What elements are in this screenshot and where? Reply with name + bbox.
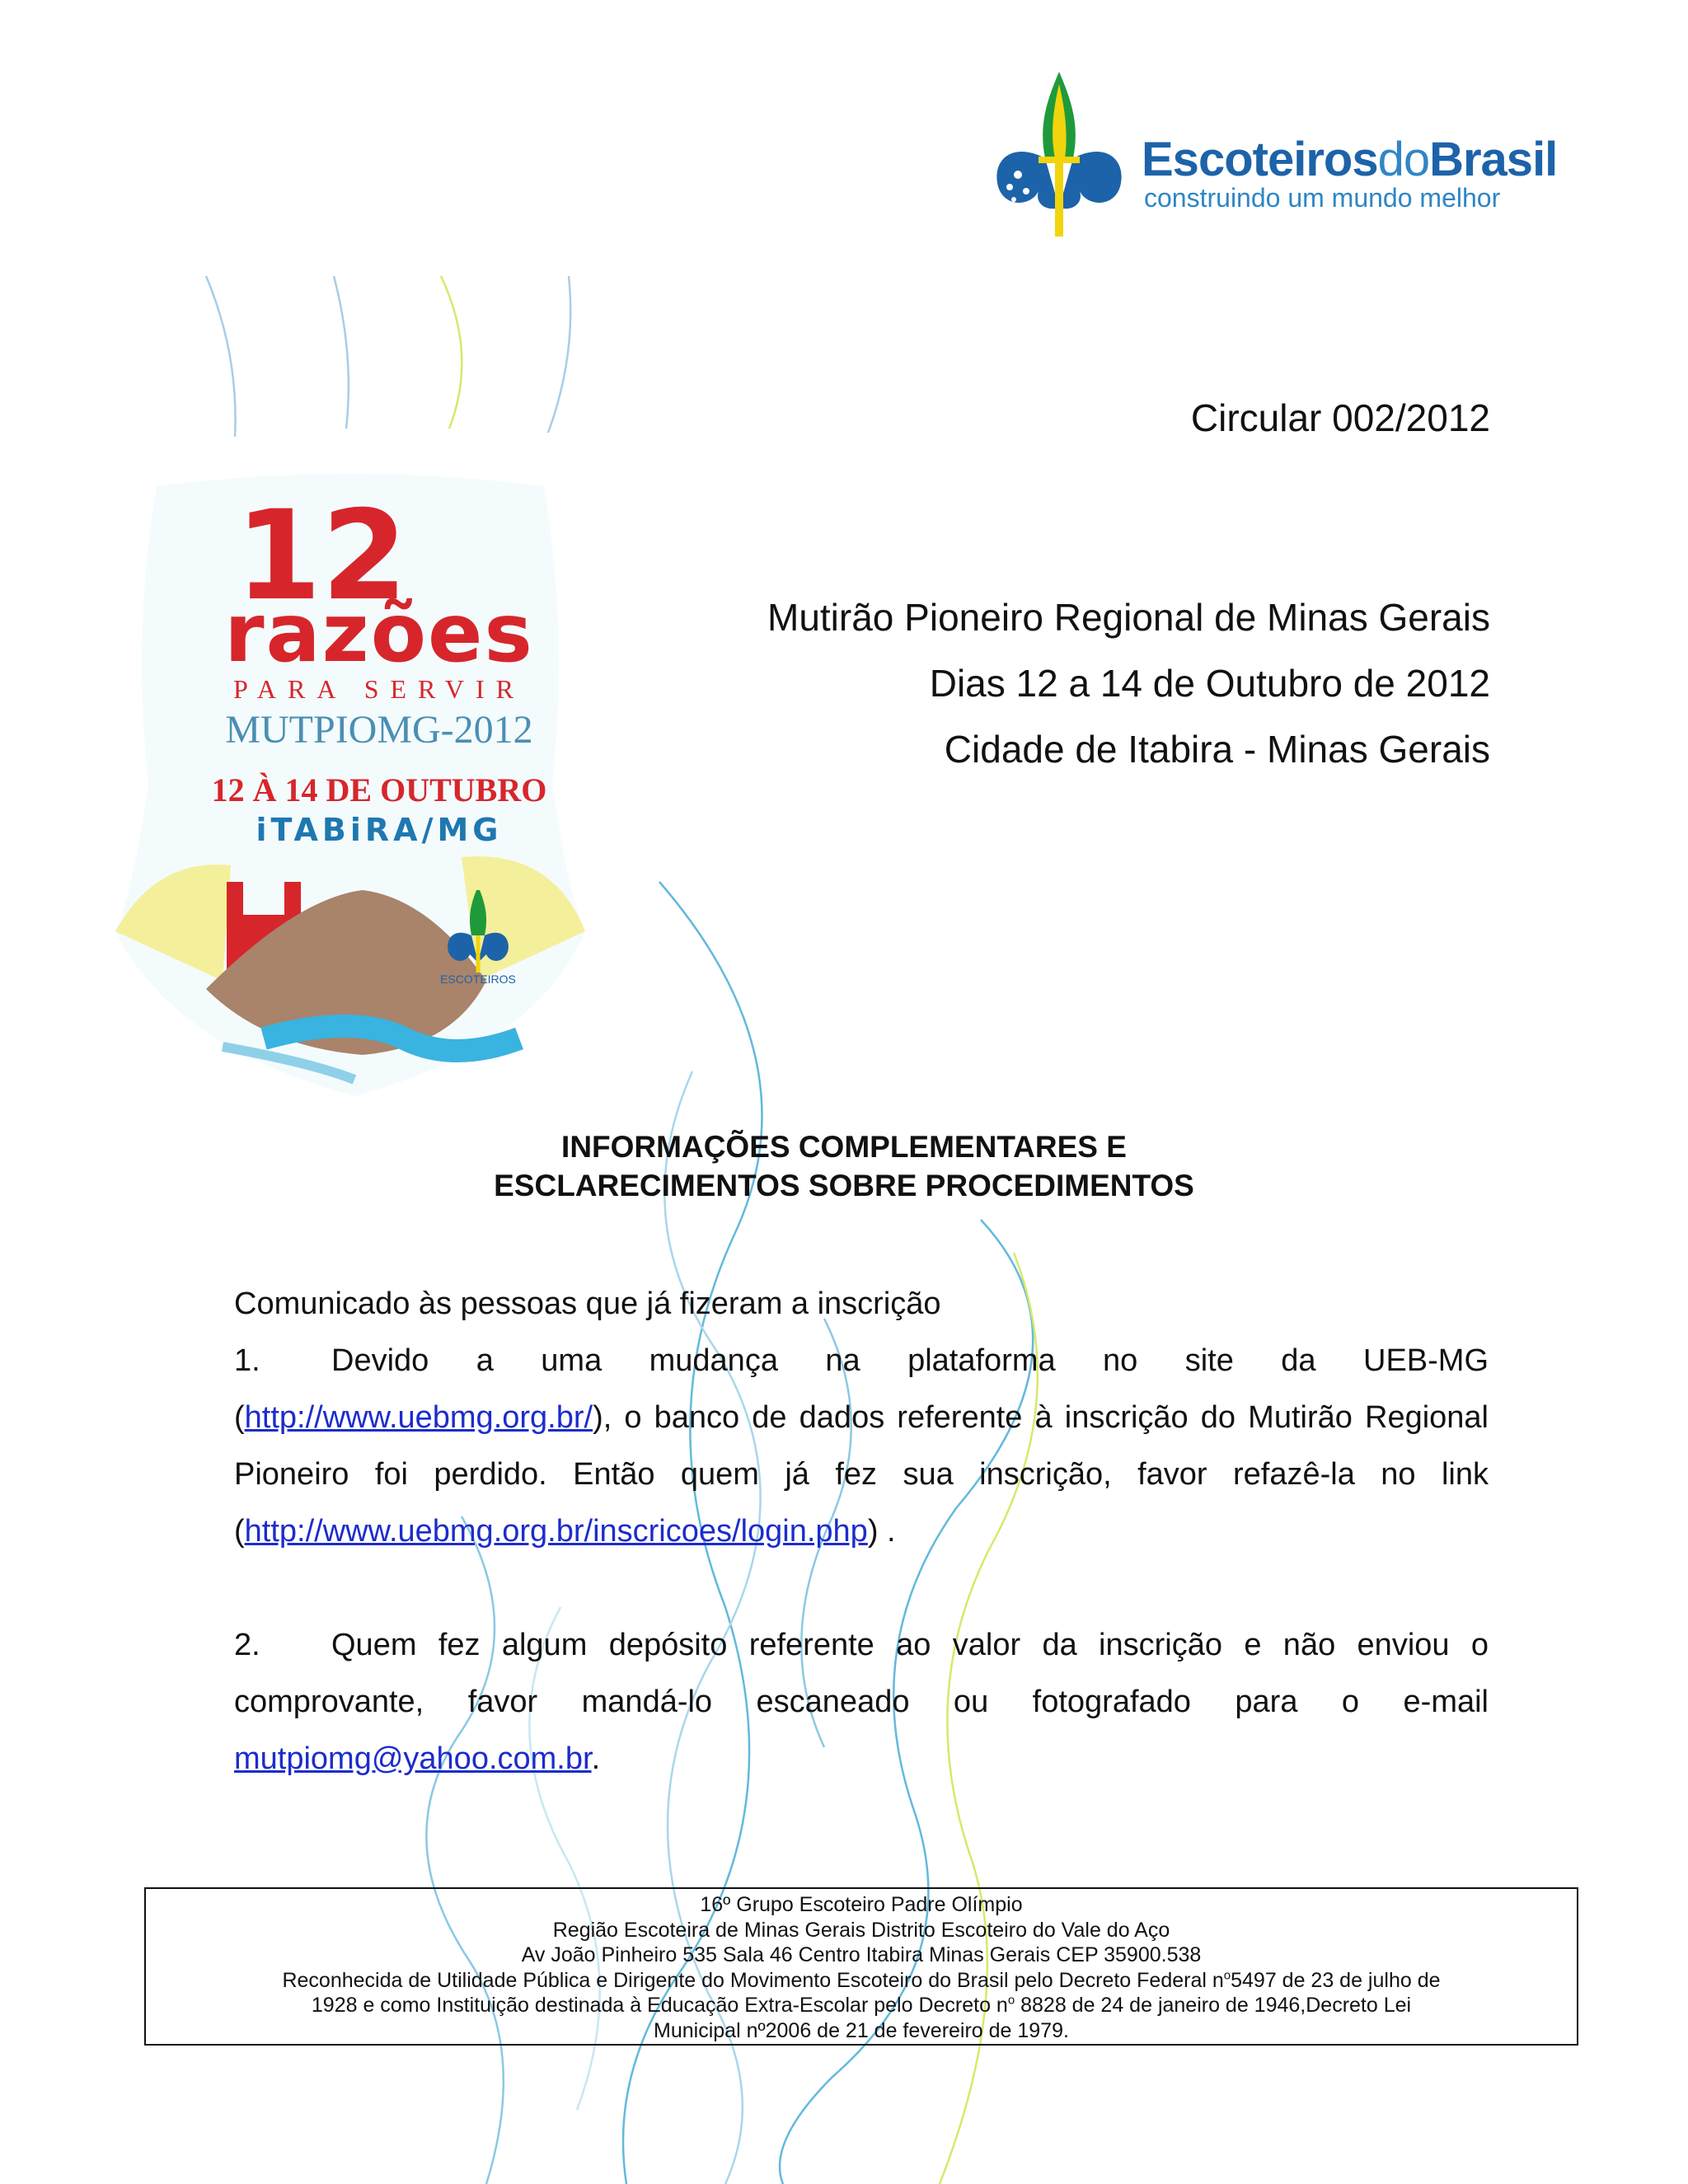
- item-1-number: 1.: [234, 1343, 260, 1378]
- scout-fleur-de-lis-logo-icon: [989, 68, 1129, 241]
- item-2-text-b: .: [591, 1741, 601, 1776]
- event-title: Mutirão Pioneiro Regional de Minas Gerais: [767, 596, 1490, 639]
- item-1-text-a: Devido a uma mudança na plataforma no site da UEB-MG (: [234, 1343, 1489, 1435]
- footer-box: [144, 1887, 1578, 2046]
- event-logo-code: MUTPIOMG-2012: [225, 708, 533, 752]
- item-1-text-b: ), o banco de dados referente à inscrição do Mutirão Regional Pioneiro foi perdido. Então quem já fez sua inscrição, favor refazê-la no link (: [234, 1400, 1489, 1549]
- body-text: [234, 1276, 1489, 1788]
- event-logo-dates: 12 À 14 DE OUTUBRO: [211, 771, 547, 808]
- intro-line: Comunicado às pessoas que já fizeram a inscrição: [234, 1286, 941, 1321]
- event-logo-city: iTABiRA/MG: [256, 812, 503, 848]
- section-heading: [288, 1127, 1400, 1205]
- footer-line-2: Região Escoteira de Minas Gerais Distrito Escoteiro do Vale do Aço: [552, 1918, 1170, 1942]
- brand-name: EscoteirosdoBrasil: [1142, 133, 1558, 186]
- footer-line-5: 1928 e como Instituição destinada à Educação Extra-Escolar pelo Decreto $n^o$ 8828 de 24 de janeiro de 1946,Decreto Lei: [311, 1993, 1412, 2017]
- item-2-text-a: Quem fez algum depósito referente ao valor da inscrição e não enviou o comprovante, favor mandá-lo escaneado ou fotografado para o e-mail: [234, 1628, 1489, 1719]
- email-link[interactable]: mutpiomg@yahoo.com.br: [234, 1741, 592, 1776]
- event-logo-word: razões: [224, 587, 534, 681]
- item-1: [234, 1333, 1489, 1560]
- item-1-text-c: ) .: [867, 1514, 896, 1549]
- ueb-site-link[interactable]: http://www.uebmg.org.br/: [244, 1400, 593, 1435]
- brand-tagline: construindo um mundo melhor: [1144, 183, 1501, 213]
- heading-line-1: INFORMAÇÕES COMPLEMENTARES E: [561, 1130, 1127, 1164]
- event-logo-subtitle: PARA SERVIR: [233, 674, 525, 704]
- heading-line-2: ESCLARECIMENTOS SOBRE PROCEDIMENTOS: [494, 1169, 1194, 1202]
- event-logo-number: 12: [235, 485, 408, 628]
- inscricoes-login-link[interactable]: http://www.uebmg.org.br/inscricoes/login.php: [244, 1514, 868, 1549]
- item-2-number: 2.: [234, 1628, 260, 1662]
- footer-line-4: Reconhecida de Utilidade Pública e Dirigente do Movimento Escoteiro do Brasil pelo Decreto Federal $n^o5497$ de 23 de julho de: [282, 1968, 1441, 1992]
- footer-line-6: Municipal nº2006 de 21 de fevereiro de 1979.: [654, 2018, 1069, 2042]
- footer-line-1: 16º Grupo Escoteiro Padre Olímpio: [700, 1893, 1023, 1916]
- event-dates: Dias 12 a 14 de Outubro de 2012: [929, 662, 1490, 705]
- event-city: Cidade de Itabira - Minas Gerais: [944, 728, 1490, 771]
- event-logo-scouts-label: ESCOTEIROS: [440, 972, 516, 986]
- footer-line-3: Av João Pinheiro 535 Sala 46 Centro Itabira Minas Gerais CEP 35900.538: [521, 1943, 1202, 1966]
- item-2: [234, 1617, 1489, 1788]
- circular-number: Circular 002/2012: [1190, 396, 1490, 439]
